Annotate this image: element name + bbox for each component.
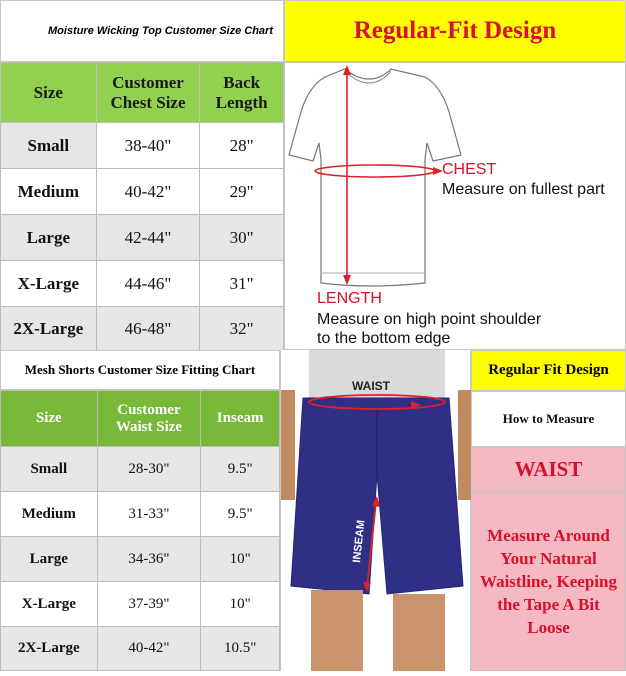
waist-instructions: Measure Around Your Natural Waistline, Keeping the Tape A Bit Loose: [480, 526, 617, 637]
chest-cell: 40-42": [96, 169, 200, 215]
back-cell: 30": [200, 215, 284, 261]
top-chart-title-cell: [0, 0, 284, 62]
size-cell: X-Large: [1, 261, 97, 307]
table-row: [1, 215, 284, 261]
left-arm: [281, 390, 295, 500]
length-note-2: to the bottom edge: [317, 330, 451, 347]
table-row: [1, 261, 284, 307]
inseam-cell: 9.5": [201, 492, 280, 537]
size-cell: Large: [1, 215, 97, 261]
chest-label: CHEST: [442, 161, 497, 178]
table-row: [1, 537, 280, 582]
size-cell: 2X-Large: [1, 307, 97, 351]
table-row: [1, 169, 284, 215]
back-cell: 32": [200, 307, 284, 351]
header-back-length: Back Length: [200, 63, 284, 123]
waist-cell: 40-42": [97, 627, 201, 671]
bottom-size-table: [0, 390, 280, 671]
size-cell: Medium: [1, 492, 98, 537]
bottom-chart-title-cell: [0, 350, 280, 390]
header-inseam: Inseam: [201, 391, 280, 447]
inseam-photo-label: INSEAM: [351, 519, 368, 564]
back-cell: 28": [200, 123, 284, 169]
table-row: [1, 492, 280, 537]
table-row: [1, 307, 284, 351]
table-row: [1, 123, 284, 169]
shorts-photo-panel: [280, 350, 471, 671]
top-design-title-cell: [284, 0, 626, 62]
shorts-illustration: [281, 350, 472, 671]
waist-heading: WAIST: [514, 457, 583, 481]
inseam-cell: 10.5": [201, 627, 280, 671]
back-cell: 31": [200, 261, 284, 307]
chest-cell: 44-46": [96, 261, 200, 307]
header-waist: Customer Waist Size: [97, 391, 201, 447]
waist-cell: 31-33": [97, 492, 201, 537]
left-leg: [311, 590, 363, 671]
waist-cell: 34-36": [97, 537, 201, 582]
waist-cell: 28-30": [97, 447, 201, 492]
inseam-cell: 10": [201, 582, 280, 627]
header-chest: Customer Chest Size: [96, 63, 200, 123]
size-cell: Large: [1, 537, 98, 582]
right-arm: [458, 390, 472, 500]
how-to-label: How to Measure: [502, 411, 595, 426]
bottom-chart-title: Mesh Shorts Customer Size Fitting Chart: [24, 362, 256, 377]
chest-cell: 46-48": [96, 307, 200, 351]
size-cell: Small: [1, 447, 98, 492]
size-cell: 2X-Large: [1, 627, 98, 671]
table-row: [1, 627, 280, 671]
length-label: LENGTH: [317, 290, 382, 307]
inseam-cell: 9.5": [201, 447, 280, 492]
chest-cell: 42-44": [96, 215, 200, 261]
side-design-title: Regular Fit Design: [488, 362, 609, 378]
side-design-cell: [471, 350, 626, 391]
waist-photo-label: WAIST: [352, 379, 390, 393]
tshirt-diagram-panel: [284, 62, 626, 350]
header-size: Size: [1, 63, 97, 123]
header-size: Size: [1, 391, 98, 447]
chest-cell: 38-40": [96, 123, 200, 169]
inseam-cell: 10": [201, 537, 280, 582]
size-cell: Medium: [1, 169, 97, 215]
top-chart-title: Moisture Wicking Top Customer Size Chart: [47, 25, 273, 37]
right-leg: [393, 594, 445, 671]
size-cell: X-Large: [1, 582, 98, 627]
table-row: [1, 582, 280, 627]
table-row: [1, 447, 280, 492]
waist-cell: 37-39": [97, 582, 201, 627]
top-size-table: [0, 62, 284, 351]
size-cell: Small: [1, 123, 97, 169]
back-cell: 29": [200, 169, 284, 215]
waist-instructions-cell: [471, 492, 626, 671]
waist-heading-cell: [471, 447, 626, 492]
length-note-1: Measure on high point shoulder: [317, 311, 542, 328]
chest-note: Measure on fullest part: [442, 181, 605, 198]
top-design-title: Regular-Fit Design: [353, 17, 557, 44]
how-to-cell: [471, 391, 626, 447]
